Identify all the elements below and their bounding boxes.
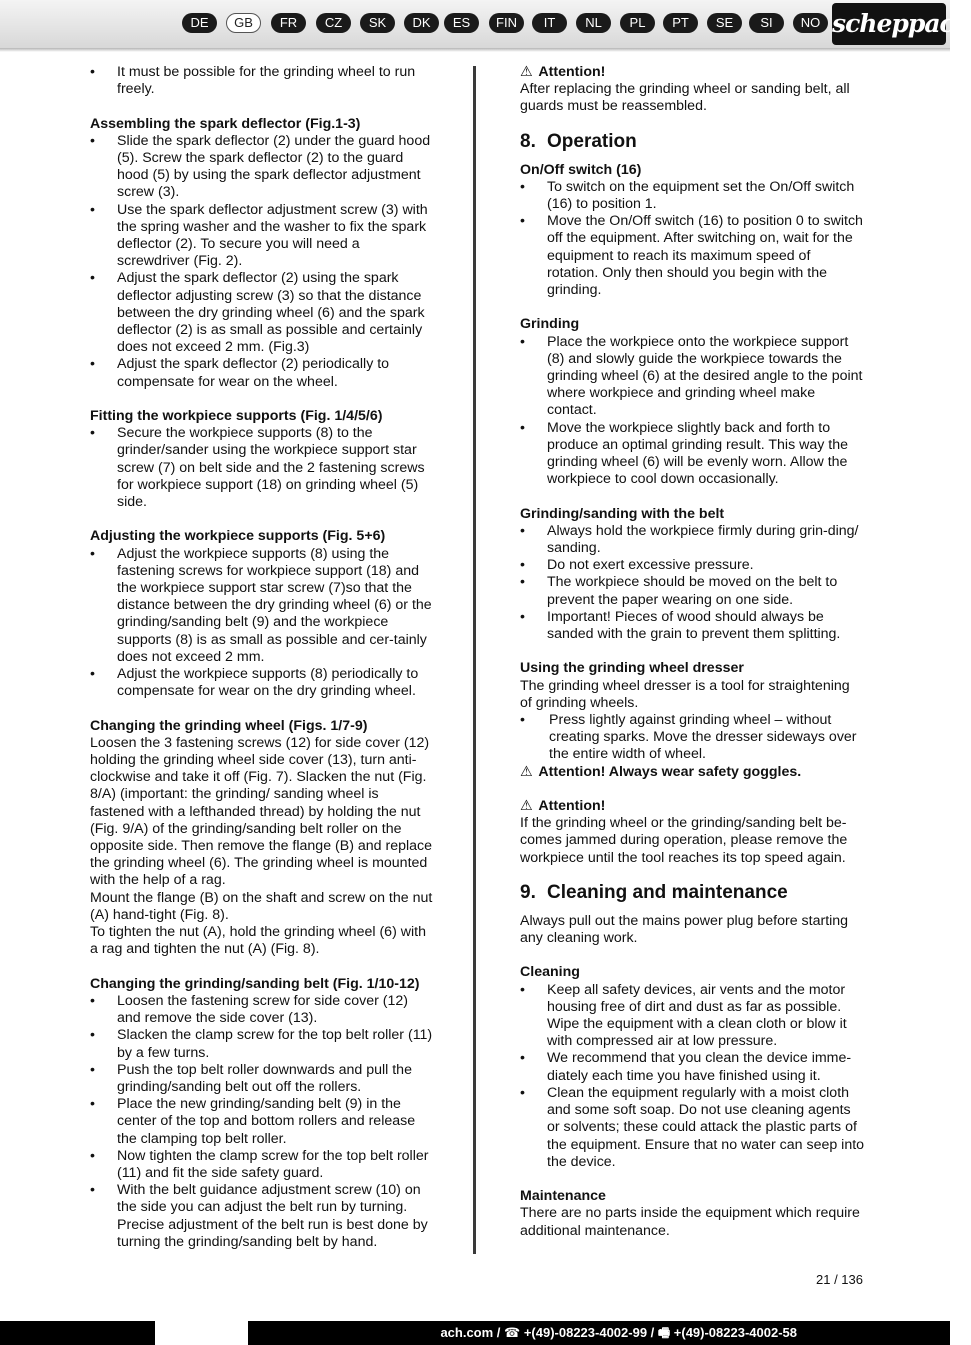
paragraph: Always pull out the mains power plug before starting any cleaning work.	[520, 912, 849, 947]
list-item: • Slide the spark deflector (2) under the guard hood (5). Screw the spark deflector (2) to the guard hood (5) by using the spark deflector adjustment screw (3).	[90, 133, 435, 202]
list-item: • Move the On/Off switch (16) to position 0 to switch off the equipment. After switching on, wait for the equipment to reach its maximum speed of rotation. Only then should you begin with the grinding.	[520, 213, 865, 299]
lang-tab-nl[interactable]: NL	[576, 13, 611, 33]
page-number: 21 / 136	[816, 1272, 863, 1287]
cleaning-heading: Cleaning	[520, 964, 580, 981]
list-item: • Slacken the clamp screw for the top belt roller (11) by a few turns.	[90, 1027, 435, 1061]
maintenance-heading: Maintenance	[520, 1188, 606, 1205]
column-divider	[473, 66, 476, 1254]
footer-gap	[155, 1321, 248, 1345]
list-item: • Push the top belt roller downwards and pull the grinding/sanding belt out off the rollers.	[90, 1062, 435, 1096]
lang-tab-fin[interactable]: FIN	[489, 13, 524, 33]
lang-tab-sk[interactable]: SK	[360, 13, 395, 33]
cleaning-list	[520, 982, 865, 1171]
section-heading-cleaning	[520, 881, 865, 905]
section-title: Operation	[547, 130, 637, 152]
fitting-supports-heading: Fitting the workpiece supports (Fig. 1/4/5/6)	[90, 408, 383, 425]
belt-sanding-heading: Grinding/sanding with the belt	[520, 505, 725, 522]
spark-deflector-heading: Assembling the spark deflector (Fig.1-3)	[90, 115, 361, 132]
spark-deflector-list	[90, 133, 435, 391]
list-item: • With the belt guidance adjustment screw (10) on the side you can adjust the belt run by turning. Precise adjustment of the belt run is best done by turning the grinding/sanding belt by hand.	[90, 1182, 435, 1251]
intro-list	[90, 64, 435, 98]
adjusting-supports-list	[90, 546, 435, 701]
list-item: • Adjust the workpiece supports (8) periodically to compensate for wear on the dry grinding wheel.	[90, 666, 435, 700]
list-item: • It must be possible for the grinding wheel to run freely.	[90, 64, 435, 98]
changing-wheel-heading: Changing the grinding wheel (Figs. 1/7-9)	[90, 717, 368, 734]
list-item: • Adjust the spark deflector (2) using the spark deflector adjusting screw (3) so that the distance between the dry grinding wheel (6) and the spark deflector (2) is as small as possible and certainly does not exceed 2 mm. (Fig.3)	[90, 270, 435, 356]
list-item: • Secure the workpiece supports (8) to the grinder/sander using the workpiece support star screw (7) on belt side and the 2 fastening screws for workpiece support (18) on grinding wheel (5) side.	[90, 425, 435, 511]
lang-tab-no[interactable]: NO	[793, 13, 828, 33]
paragraph: After replacing the grinding wheel or sanding belt, all guards must be reassembled.	[520, 81, 850, 115]
list-item: • Always hold the workpiece firmly during grin-ding/ sanding.	[520, 523, 865, 557]
goggles-warning: Attention! Always wear safety goggles.	[538, 763, 802, 780]
list-item: • We recommend that you clean the device imme-diately each time you have finished using it.	[520, 1050, 865, 1084]
right-column	[520, 64, 865, 1240]
adjusting-supports-heading: Adjusting the workpiece supports (Fig. 5+6)	[90, 528, 386, 545]
grinding-list	[520, 334, 865, 489]
list-item: • Place the workpiece onto the workpiece support (8) and slowly guide the workpiece towards the grinding wheel (6) at the desired angle to the point where workpiece and grinding wheel make contact.	[520, 334, 865, 420]
dresser-list	[520, 712, 865, 764]
lang-tab-es[interactable]: ES	[444, 13, 479, 33]
warning-icon: ⚠	[520, 798, 533, 815]
fitting-supports-list	[90, 425, 435, 511]
attention-title: Attention!	[538, 798, 606, 815]
paragraph: Mount the flange (B) on the shaft and screw on the nut (A) hand-tight (Fig. 8).	[90, 889, 433, 923]
lang-tab-si[interactable]: SI	[749, 13, 784, 33]
list-item: • Loosen the fastening screw for side cover (12) and remove the side cover (13).	[90, 993, 435, 1027]
paragraph: To tighten the nut (A), hold the grinding wheel (6) with a rag and tighten the nut (A) (Fig. 8).	[90, 924, 426, 958]
list-item: • The workpiece should be moved on the belt to prevent the paper wearing on one side.	[520, 574, 865, 608]
list-item: • To switch on the equipment set the On/Off switch (16) to position 1.	[520, 179, 865, 213]
lang-tab-pt[interactable]: PT	[663, 13, 698, 33]
changing-belt-list	[90, 993, 435, 1251]
section-heading-operation	[520, 130, 865, 154]
attention-title: Attention!	[538, 64, 606, 80]
list-item: • Clean the equipment regularly with a moist cloth and some soft soap. Do not use cleaning agents or solvents; these could attack the plastic parts of the equipment. Ensure that no water can seep into the device.	[520, 1085, 865, 1171]
section-number: 8.	[520, 130, 536, 152]
lang-tab-se[interactable]: SE	[707, 13, 742, 33]
list-item: • Move the workpiece slightly back and forth to produce an optimal grinding result. This way the grinding wheel (6) will be evenly worn. Allow the workpiece to cool down occasionally.	[520, 420, 865, 489]
dresser-heading: Using the grinding wheel dresser	[520, 660, 744, 677]
lang-tab-cz[interactable]: CZ	[316, 13, 351, 33]
section-number: 9.	[520, 881, 536, 903]
list-item: • Press lightly against grinding wheel – without creating sparks. Move the dresser sideways over the entire width of wheel.	[520, 712, 865, 764]
warning-icon: ⚠	[520, 763, 533, 780]
list-item: • Now tighten the clamp screw for the top belt roller (11) and fit the side safety guard.	[90, 1148, 435, 1182]
onoff-heading: On/Off switch (16)	[520, 161, 642, 178]
list-item: • Keep all safety devices, air vents and the motor housing free of dirt and dust as far as possible. Wipe the equipment with a clean cloth or blow it with compressed air at low pressure.	[520, 982, 865, 1051]
warning-icon: ⚠	[520, 64, 533, 80]
paragraph: Loosen the 3 fastening screws (12) for side cover (12) holding the grinding wheel side cover (13), turn anti-clockwise and take it off (Fig. 7). Slacken the nut (Fig. 8/A) (important: the grinding/ sanding wheel is fastened with a lefthanded thread) by holding the nut (Fig. 9/A) of the grinding/sanding belt roller on the opposite side. Then remove the flange (B) and replace the grinding wheel (6). The grinding wheel is mounted with the help of a rag.	[90, 734, 433, 889]
paragraph: There are no parts inside the equipment which require additional maintenance.	[520, 1205, 860, 1239]
list-item: • Place the new grinding/sanding belt (9) in the center of the top and bottom rollers and release the clamping top belt roller.	[90, 1096, 435, 1148]
onoff-list	[520, 179, 865, 299]
scheppach-logo: scheppach	[832, 3, 946, 45]
belt-sanding-list	[520, 523, 865, 643]
lang-tab-gb[interactable]: GB	[226, 13, 261, 33]
paragraph: The grinding wheel dresser is a tool for straightening of grinding wheels.	[520, 677, 850, 711]
changing-belt-heading: Changing the grinding/sanding belt (Fig. 1/10-12)	[90, 975, 420, 992]
lang-tab-fr[interactable]: FR	[271, 13, 306, 33]
grinding-heading: Grinding	[520, 316, 580, 333]
lang-tab-de[interactable]: DE	[182, 13, 217, 33]
section-title: Cleaning and maintenance	[547, 881, 788, 903]
lang-tab-dk[interactable]: DK	[404, 13, 439, 33]
list-item: • Use the spark deflector adjustment screw (3) with the spring washer and the washer to fix the spark deflector (2). To secure you will need a screwdriver (Fig. 2).	[90, 202, 435, 271]
header-shadow	[0, 48, 950, 52]
left-column	[90, 64, 435, 1251]
list-item: • Do not exert excessive pressure.	[520, 557, 865, 574]
list-item: • Important! Pieces of wood should always be sanded with the grain to prevent them splitting.	[520, 609, 865, 643]
footer-contact: ach.com / ☎ +(49)-08223-4002-99 / 🖷 +(49)-08223-4002-58	[440, 1325, 797, 1340]
list-item: • Adjust the spark deflector (2) periodically to compensate for wear on the wheel.	[90, 356, 435, 390]
list-item: • Adjust the workpiece supports (8) using the fastening screws for workpiece support (18) and the workpiece support star screw (7)so that the distance between the dry grinding wheel (6) or the grinding/sanding belt (9) and the workpiece supports (8) is as small as possible and cer-tainly does not exceed 2 mm.	[90, 546, 435, 666]
paragraph: If the grinding wheel or the grinding/sanding belt be-comes jammed during operation, please remove the workpiece until the tool reaches its top speed again.	[520, 815, 848, 866]
lang-tab-it[interactable]: IT	[532, 13, 567, 33]
lang-tab-pl[interactable]: PL	[620, 13, 655, 33]
